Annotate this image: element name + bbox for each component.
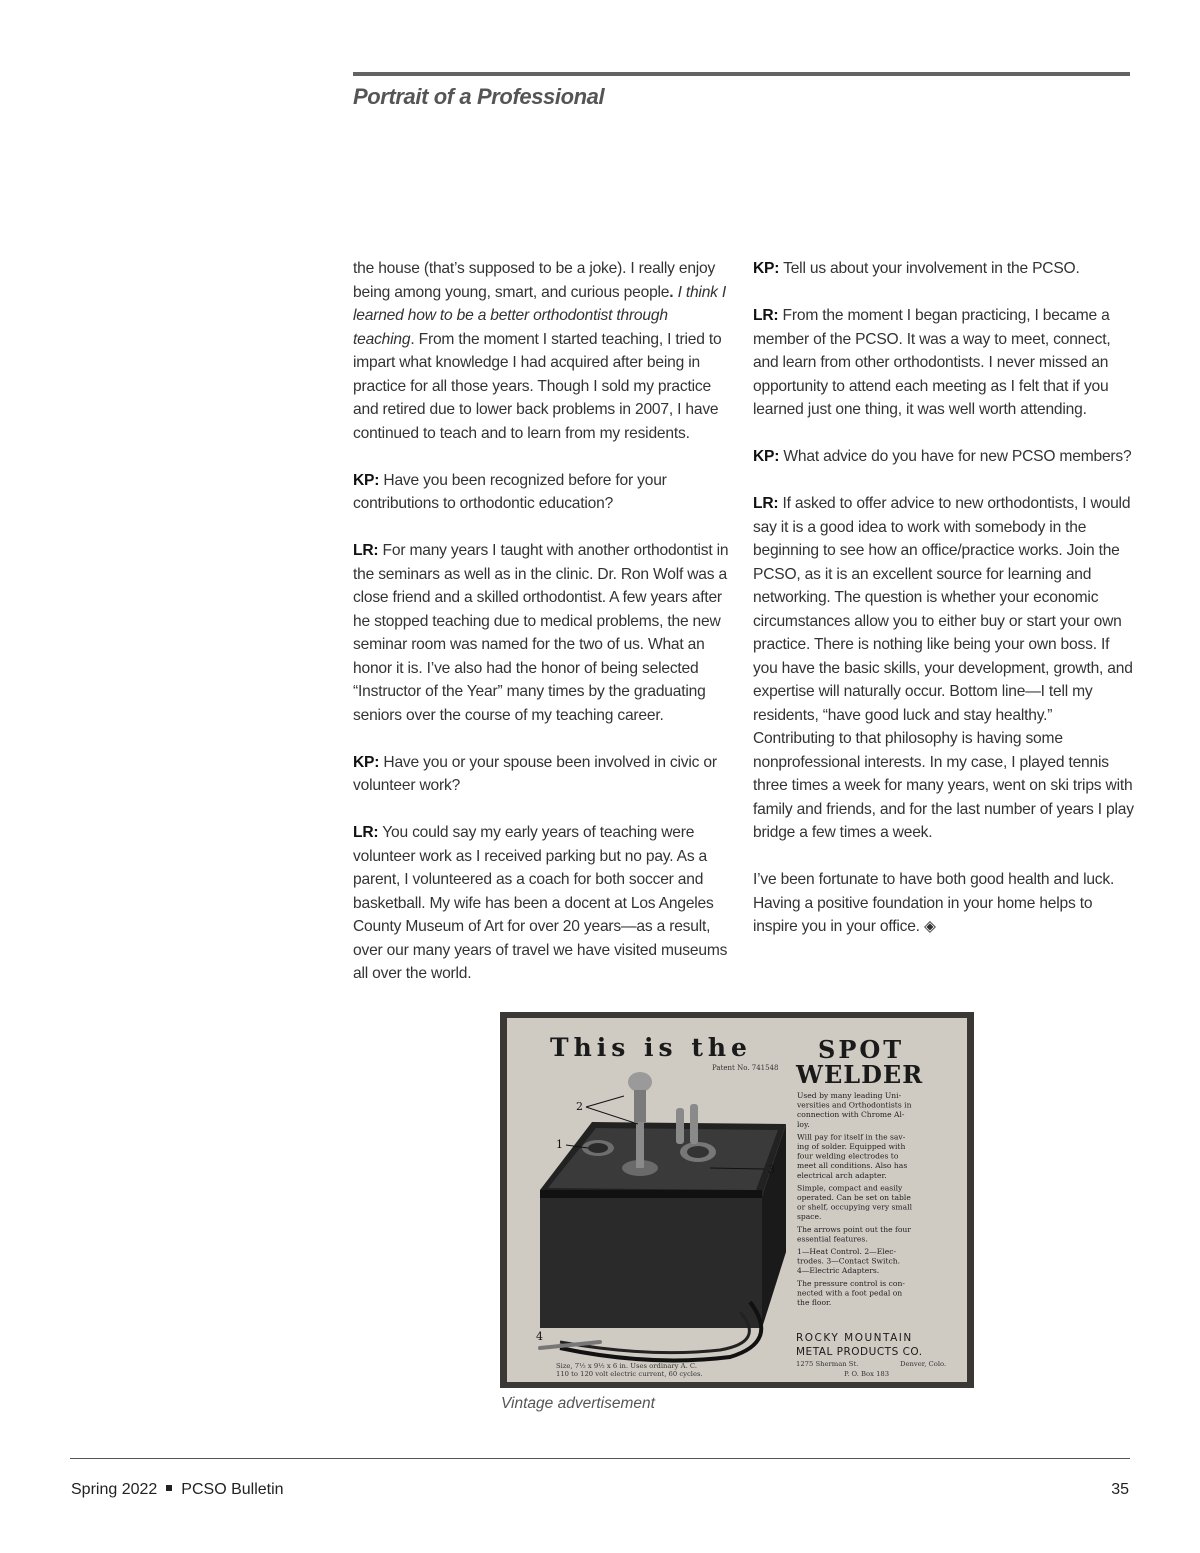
ad-body-line: loy.	[797, 1119, 810, 1129]
ad-body-line: The arrows point out the four	[797, 1224, 911, 1234]
ad-body-line: Simple, compact and easily	[797, 1183, 903, 1193]
ad-body-line: Used by many leading Uni-	[797, 1091, 902, 1100]
ad-body-line: essential features.	[797, 1234, 868, 1244]
ad-body-line: electrical arch adapter.	[797, 1170, 887, 1180]
speaker-label: KP:	[353, 753, 380, 771]
ad-body-line: connection with Chrome Al-	[797, 1110, 905, 1120]
section-title: Portrait of a Professional	[353, 84, 605, 109]
ad-body-line: operated. Can be set on table	[797, 1193, 911, 1202]
ad-body-line: ing of solder. Equipped with	[797, 1142, 906, 1151]
callout-label-3: 3	[768, 1163, 775, 1176]
closing-paragraph: I’ve been fortunate to have both good health and luck. Having a positive foundation in your home helps to inspire you in your office. ◈	[753, 871, 1115, 935]
question: KP: Tell us about your involvement in the PCSO.	[753, 260, 1080, 277]
figure-caption: Vintage advertisement	[501, 1395, 655, 1412]
page-number: 35	[1111, 1481, 1129, 1498]
ad-address-city: Denver, Colo.	[900, 1360, 947, 1368]
end-mark-icon: ◈	[923, 918, 936, 935]
answer: LR: From the moment I began practicing, I became a member of the PCSO. It was a way to meet, connect, and learn from other orthodontists. I never missed an opportunity to attend each meeting as I felt that if you learned just one thing, it was well worth attending.	[753, 307, 1111, 418]
ad-size-line1: Size, 7½ x 9½ x 6 in. Uses ordinary A. C.	[556, 1362, 698, 1370]
question: KP: What advice do you have for new PCSO members?	[753, 448, 1132, 465]
header-rule	[353, 72, 1130, 76]
ad-body-line: the floor.	[797, 1298, 832, 1307]
speaker-label: LR:	[753, 307, 779, 324]
ad-body-line: 4—Electric Adapters.	[797, 1266, 880, 1276]
ad-size-line2: 110 to 120 volt electric current, 60 cycles.	[556, 1370, 703, 1378]
italic-quote: I think I learned how to be a better orthodontist through teaching	[353, 283, 727, 348]
question: KP: Have you or your spouse been involved in civic or volunteer work?	[353, 753, 717, 794]
speaker-label: KP:	[753, 260, 780, 277]
ad-body-line: The pressure control is con-	[797, 1278, 905, 1288]
left-column	[353, 257, 731, 1009]
paragraph: the house (that’s supposed to be a joke). I really enjoy being among young, smart, and curious people. I think I learned how to be a better orthodontist through teaching. From the moment I started teaching, I tried to impart what knowledge I had acquired after being in practice for all those years. Though I sold my practice and retired due to lower back problems in 2007, I have continued to teach and to learn from my residents.	[353, 260, 727, 442]
callout-label-4: 4	[536, 1330, 543, 1343]
ad-body-line: nected with a foot pedal on	[797, 1288, 903, 1298]
ad-body-line: 1—Heat Control. 2—Elec-	[797, 1247, 897, 1256]
speaker-label: LR:	[753, 495, 779, 512]
ad-address-street: 1275 Sherman St.	[796, 1360, 859, 1368]
speaker-label: KP:	[753, 448, 780, 465]
question: KP: Have you been recognized before for your contributions to orthodontic education?	[353, 471, 667, 512]
ad-body-line: or shelf, occupying very small	[797, 1202, 913, 1212]
vintage-advertisement-image	[500, 1012, 974, 1388]
ad-body-line: versities and Orthodontists in	[797, 1100, 912, 1110]
footer-publication	[71, 1481, 284, 1499]
speaker-label: LR:	[353, 824, 379, 841]
separator-square-icon	[166, 1485, 172, 1491]
ad-body-line: space.	[797, 1212, 822, 1222]
callout-label-1: 1	[556, 1138, 563, 1151]
answer: LR: For many years I taught with another orthodontist in the seminars as well as in the clinic. Dr. Ron Wolf was a close friend and a skilled orthodontist. A few years after he stopped teaching due to medical problems, the new seminar room was named for the two of us. What an honor it is. I’ve also had the honor of being selected “Instructor of the Year” many times by the graduating seniors over the course of my teaching career.	[353, 542, 729, 724]
ad-body-line: four welding electrodes to	[797, 1151, 899, 1161]
ad-company-line1: ROCKY MOUNTAIN	[796, 1332, 913, 1344]
ad-body-line: meet all conditions. Also has	[797, 1161, 908, 1171]
right-column	[753, 257, 1135, 962]
ad-body-line: trodes. 3—Contact Switch.	[797, 1256, 901, 1266]
ad-patent: Patent No. 741548	[712, 1064, 779, 1072]
speaker-label: LR:	[353, 542, 379, 559]
callout-label-2: 2	[576, 1100, 583, 1113]
answer: LR: You could say my early years of teaching were volunteer work as I received parking but no pay. As a parent, I volunteered as a coach for both soccer and basketball. My wife has been a docent at Los Angeles County Museum of Art for over 20 years—as a result, over our many years of travel we have visited museums all over the world.	[353, 824, 728, 982]
ad-address-po: P. O. Box 183	[844, 1370, 890, 1378]
ad-body-line: Will pay for itself in the sav-	[797, 1132, 906, 1142]
ad-brand-line2: WELDER	[796, 1060, 924, 1089]
ad-company-line2: METAL PRODUCTS CO.	[796, 1346, 923, 1358]
answer: LR: If asked to offer advice to new orthodontists, I would say it is a good idea to work with somebody in the beginning to see how an office/practice works. Join the PCSO, as it is an excellent source for learning and networking. The question is whether your economic circumstances allow you to either buy or start your own practice. There is nothing like being your own boss. If you have the basic skills, your development, growth, and expertise will naturally occur. Bottom line—I tell my residents, “have good luck and stay healthy.” Contributing to that philosophy is having some nonprofessional interests. In my case, I played tennis three times a week for many years, went on ski trips with family and friends, and for the last number of years I play bridge a few times a week.	[753, 495, 1134, 841]
ad-brand-line1: SPOT	[818, 1035, 905, 1064]
footer-rule	[70, 1458, 1130, 1459]
footer-publication-name: PCSO Bulletin	[181, 1481, 284, 1498]
footer-issue: Spring 2022	[71, 1481, 158, 1498]
speaker-label: KP:	[353, 471, 380, 489]
ad-headline: This is the	[550, 1033, 752, 1062]
